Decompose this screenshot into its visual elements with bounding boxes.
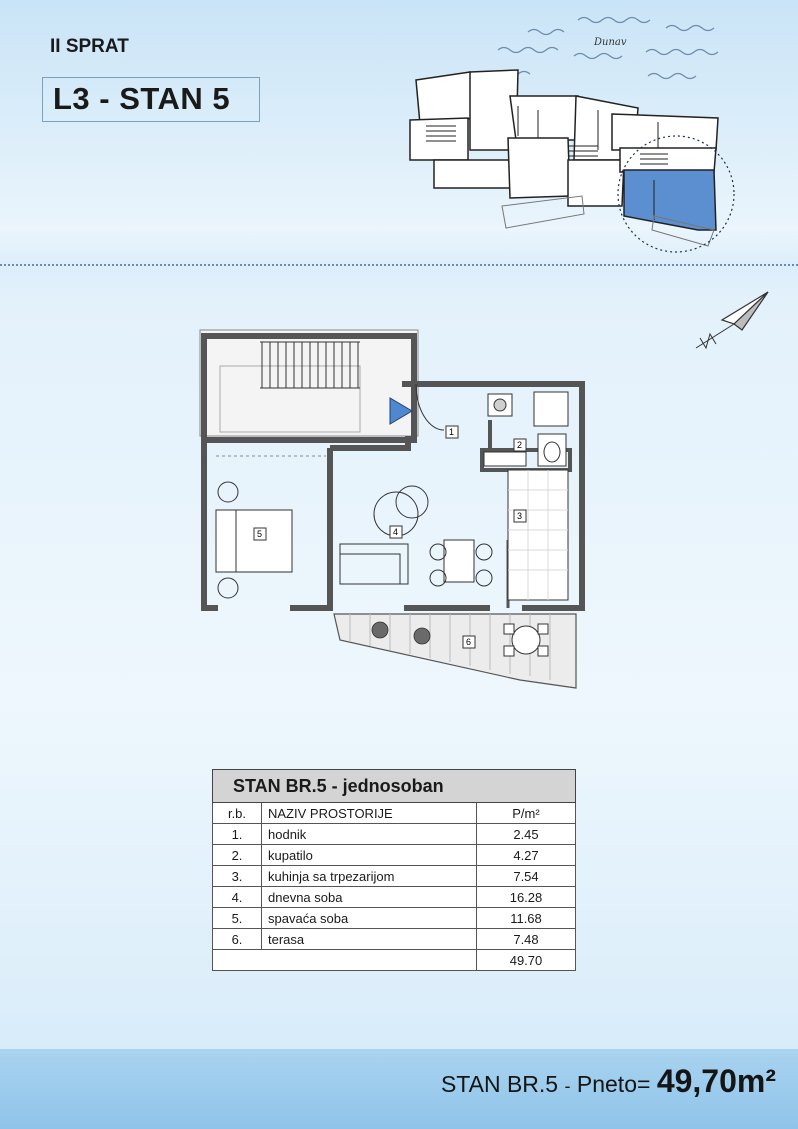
room-number-6: 6 bbox=[466, 637, 472, 647]
table-row bbox=[213, 929, 576, 950]
floor-label: II SPRAT bbox=[50, 36, 129, 57]
room-number-3: 3 bbox=[517, 511, 523, 521]
row-number: 3. bbox=[213, 866, 262, 887]
room-name: terasa bbox=[262, 929, 477, 950]
footer-pneto-label: Pneto= bbox=[576, 1071, 651, 1097]
room-area: 7.54 bbox=[477, 866, 576, 887]
north-arrow-icon bbox=[686, 286, 776, 356]
living-furniture bbox=[340, 486, 492, 586]
room-name: spavaća soba bbox=[262, 908, 477, 929]
highlighted-unit bbox=[624, 170, 716, 230]
room-name: kupatilo bbox=[262, 845, 477, 866]
row-number: 1. bbox=[213, 824, 262, 845]
room-area-table bbox=[212, 769, 576, 971]
table-title-row bbox=[213, 770, 576, 803]
room-name: hodnik bbox=[262, 824, 477, 845]
river-label: Dunav bbox=[594, 37, 627, 48]
table-row bbox=[213, 887, 576, 908]
river-waves bbox=[494, 18, 718, 79]
building-keyplan bbox=[398, 10, 743, 260]
section-divider bbox=[0, 264, 798, 266]
row-number: 5. bbox=[213, 908, 262, 929]
row-number: 6. bbox=[213, 929, 262, 950]
room-number-2: 2 bbox=[517, 440, 523, 450]
apartment-floor-plan bbox=[190, 320, 590, 700]
entrance-door-swing bbox=[416, 384, 444, 430]
room-number-1: 1 bbox=[449, 427, 455, 437]
footer-dash: - bbox=[564, 1076, 571, 1096]
room-number-4: 4 bbox=[393, 527, 399, 537]
bathroom-fixtures bbox=[484, 392, 568, 466]
room-area: 16.28 bbox=[477, 887, 576, 908]
room-area: 7.48 bbox=[477, 929, 576, 950]
table-total-row bbox=[213, 950, 576, 971]
unit-title: L3 - STAN 5 bbox=[53, 81, 231, 116]
column-header-name: NAZIV PROSTORIJE bbox=[262, 803, 477, 824]
footer-summary bbox=[441, 1063, 776, 1100]
footer-unit-label: STAN BR.5 bbox=[440, 1071, 559, 1097]
column-header-rb: r.b. bbox=[213, 803, 262, 824]
room-area: 11.68 bbox=[477, 908, 576, 929]
table-title: STAN BR.5 - jednosoban bbox=[213, 770, 576, 803]
room-name: kuhinja sa trpezarijom bbox=[262, 866, 477, 887]
total-label-cell bbox=[213, 950, 477, 971]
column-header-area: P/m² bbox=[477, 803, 576, 824]
room-number-5: 5 bbox=[257, 529, 263, 539]
row-number: 4. bbox=[213, 887, 262, 908]
room-area: 2.45 bbox=[477, 824, 576, 845]
row-number: 2. bbox=[213, 845, 262, 866]
table-row bbox=[213, 824, 576, 845]
total-area: 49.70 bbox=[477, 950, 576, 971]
footer-total-area: 49,70m² bbox=[656, 1063, 776, 1099]
table-row bbox=[213, 866, 576, 887]
room-area: 4.27 bbox=[477, 845, 576, 866]
room-name: dnevna soba bbox=[262, 887, 477, 908]
table-row bbox=[213, 845, 576, 866]
table-row bbox=[213, 908, 576, 929]
table-header-row bbox=[213, 803, 576, 824]
